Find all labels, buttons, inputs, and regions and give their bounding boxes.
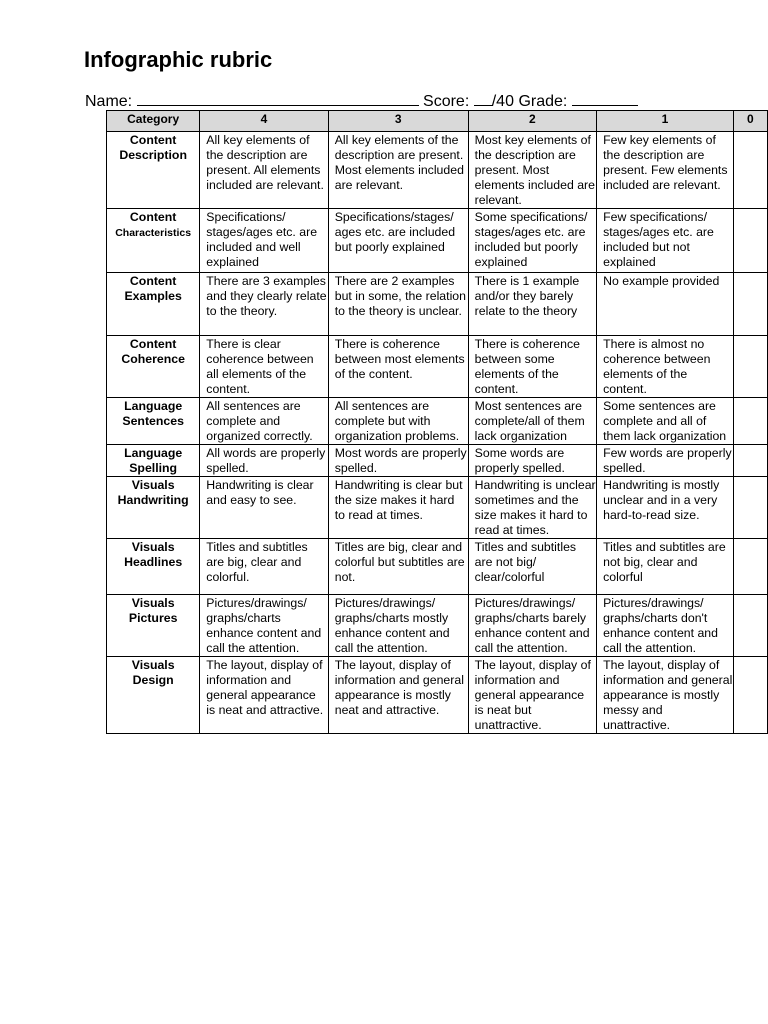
score-0-cell <box>733 539 767 595</box>
criteria-cell: Pictures/drawings/ graphs/charts enhance content and call the attention. <box>200 595 328 657</box>
student-info-line <box>85 91 638 111</box>
score-0-cell <box>733 336 767 398</box>
criteria-cell: Few specifications/ stages/ages etc. are included but not explained <box>597 209 734 273</box>
grade-label: Grade: <box>518 93 568 110</box>
header-row <box>107 111 768 132</box>
grade-field[interactable] <box>572 91 638 106</box>
criteria-cell: There is clear coherence between all elements of the content. <box>200 336 328 398</box>
criteria-cell: Pictures/drawings/ graphs/charts mostly enhance content and call the attention. <box>328 595 468 657</box>
criteria-cell: No example provided <box>597 273 734 336</box>
category-cell: Visuals Headlines <box>107 539 200 595</box>
criteria-cell: Titles and subtitles are not big/ clear/colorful <box>468 539 596 595</box>
criteria-cell: Handwriting is clear and easy to see. <box>200 477 328 539</box>
criteria-cell: Pictures/drawings/ graphs/charts barely enhance content and call the attention. <box>468 595 596 657</box>
category-cell: Content Characteristics <box>107 209 200 273</box>
name-label: Name: <box>85 93 133 110</box>
category-cell: Visuals Design <box>107 657 200 734</box>
criteria-cell: The layout, display of information and general appearance is mostly messy and unattractive. <box>597 657 734 734</box>
score-0-cell <box>733 398 767 445</box>
criteria-cell: Some sentences are complete and all of them lack organization <box>597 398 734 445</box>
table-row <box>107 336 768 398</box>
criteria-cell: Few words are properly spelled. <box>597 445 734 477</box>
category-cell: Visuals Pictures <box>107 595 200 657</box>
table-row <box>107 445 768 477</box>
criteria-cell: Handwriting is clear but the size makes it hard to read at times. <box>328 477 468 539</box>
table-row <box>107 132 768 209</box>
score-0-cell <box>733 657 767 734</box>
category-cell: Content Coherence <box>107 336 200 398</box>
header-score-2: 2 <box>468 111 596 132</box>
name-field[interactable] <box>137 91 419 106</box>
header-score-4: 4 <box>200 111 328 132</box>
criteria-cell: All sentences are complete but with organization problems. <box>328 398 468 445</box>
score-0-cell <box>733 477 767 539</box>
rubric-table <box>106 110 768 734</box>
criteria-cell: Handwriting is mostly unclear and in a very hard-to-read size. <box>597 477 734 539</box>
criteria-cell: Specifications/ stages/ages etc. are included and well explained <box>200 209 328 273</box>
criteria-cell: Titles and subtitles are big, clear and colorful. <box>200 539 328 595</box>
table-row <box>107 209 768 273</box>
score-0-cell <box>733 273 767 336</box>
criteria-cell: Few key elements of the description are present. Few elements included are relevant. <box>597 132 734 209</box>
score-0-cell <box>733 132 767 209</box>
table-row <box>107 398 768 445</box>
criteria-cell: There is coherence between some elements of the content. <box>468 336 596 398</box>
criteria-cell: Most words are properly spelled. <box>328 445 468 477</box>
criteria-cell: There are 2 examples but in some, the relation to the theory is unclear. <box>328 273 468 336</box>
criteria-cell: Titles are big, clear and colorful but subtitles are not. <box>328 539 468 595</box>
criteria-cell: Some words are properly spelled. <box>468 445 596 477</box>
criteria-cell: Specifications/stages/ ages etc. are included but poorly explained <box>328 209 468 273</box>
criteria-cell: All sentences are complete and organized correctly. <box>200 398 328 445</box>
criteria-cell: Handwriting is unclear sometimes and the size makes it hard to read at times. <box>468 477 596 539</box>
criteria-cell: Most sentences are complete/all of them lack organization <box>468 398 596 445</box>
score-0-cell <box>733 445 767 477</box>
criteria-cell: The layout, display of information and general appearance is mostly neat and attractive. <box>328 657 468 734</box>
table-row <box>107 539 768 595</box>
criteria-cell: There are 3 examples and they clearly relate to the theory. <box>200 273 328 336</box>
table-row <box>107 657 768 734</box>
header-score-0: 0 <box>733 111 767 132</box>
criteria-cell: Some specifications/ stages/ages etc. are included but poorly explained <box>468 209 596 273</box>
criteria-cell: All key elements of the description are present. Most elements included are relevant. <box>328 132 468 209</box>
category-cell: Content Examples <box>107 273 200 336</box>
score-label: Score: <box>423 93 470 110</box>
category-cell: Visuals Handwriting <box>107 477 200 539</box>
score-field[interactable] <box>474 91 492 106</box>
header-score-1: 1 <box>597 111 734 132</box>
table-row <box>107 595 768 657</box>
criteria-cell: There is almost no coherence between elements of the content. <box>597 336 734 398</box>
score-total: /40 <box>491 93 514 110</box>
criteria-cell: There is 1 example and/or they barely relate to the theory <box>468 273 596 336</box>
category-cell: Content Description <box>107 132 200 209</box>
criteria-cell: Pictures/drawings/ graphs/charts don't enhance content and call the attention. <box>597 595 734 657</box>
criteria-cell: Titles and subtitles are not big, clear and colorful <box>597 539 734 595</box>
header-score-3: 3 <box>328 111 468 132</box>
criteria-cell: There is coherence between most elements of the content. <box>328 336 468 398</box>
criteria-cell: The layout, display of information and general appearance is neat and attractive. <box>200 657 328 734</box>
criteria-cell: All words are properly spelled. <box>200 445 328 477</box>
criteria-cell: The layout, display of information and general appearance is neat but unattractive. <box>468 657 596 734</box>
criteria-cell: Most key elements of the description are present. Most elements included are relevant. <box>468 132 596 209</box>
score-0-cell <box>733 209 767 273</box>
category-cell: Language Spelling <box>107 445 200 477</box>
header-category: Category <box>107 111 200 132</box>
criteria-cell: All key elements of the description are present. All elements included are relevant. <box>200 132 328 209</box>
table-row <box>107 477 768 539</box>
score-0-cell <box>733 595 767 657</box>
page-title: Infographic rubric <box>84 47 273 72</box>
category-cell: Language Sentences <box>107 398 200 445</box>
table-row <box>107 273 768 336</box>
